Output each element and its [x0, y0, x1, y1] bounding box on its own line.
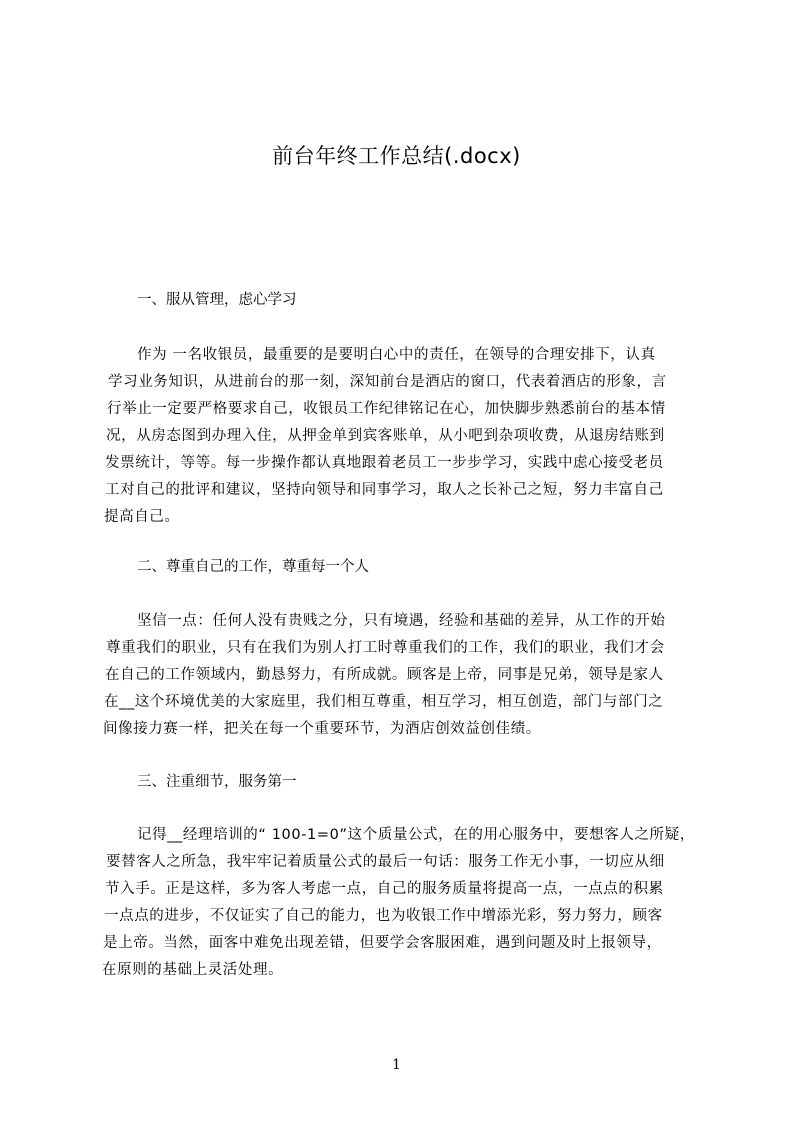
paragraph-line: 作为 一名收银员，最重要的是要明白心中的责任，在领导的合理安排下，认真: [137, 347, 656, 363]
paragraph-line: 间像接力赛一样，把关在每一个重要环节，为酒店创效益创佳绩。: [103, 721, 541, 737]
paragraph-line: 况，从房态图到办理入住，从押金单到宾客账单，从小吧到杂项收费，从退房结账到: [106, 428, 665, 444]
paragraph-line: 行举止一定要严格要求自己，收银员工作纪律铭记在心，加快脚步熟悉前台的基本情: [107, 401, 666, 417]
paragraph-line: 记得__经理培训的“ 100-1=0”这个质量公式，在的用心服务中，要想客人之所疑，: [137, 827, 695, 843]
paragraph-line: 节入手。正是这样，多为客人考虑一点，自己的服务质量将提高一点，一点点的积累: [105, 881, 664, 897]
section-heading-1: 一、服从管理，虑心学习: [137, 292, 297, 308]
paragraph-line: 是上帝。当然，面客中难免出现差错，但要学会客服困难，遇到问题及时上报领导，: [103, 935, 662, 951]
paragraph-line: 学习业务知识，从进前台的那一刻，深知前台是酒店的窗口，代表着酒店的形象，言: [108, 374, 667, 390]
paragraph-line: 在自己的工作领域内，勤恳努力，有所成就。顾客是上帝，同事是兄弟，领导是家人: [105, 667, 664, 683]
paragraph-line: 尊重我们的职业，只有在我们为别人打工时尊重我们的工作，我们的职业，我们才会: [106, 640, 665, 656]
section-heading-3: 三、注重细节，服务第一: [137, 774, 297, 790]
document-title: 前台年终工作总结(.docx): [272, 144, 521, 168]
paragraph-line: 在__这个环境优美的大家庭里，我们相互尊重，相互学习，相互创造，部门与部门之: [104, 694, 664, 710]
paragraph-line: 提高自己。: [104, 509, 180, 525]
paragraph-line: 在原则的基础上灵活处理。: [102, 962, 284, 978]
paragraph-line: 坚信一点：任何人没有贵贱之分，只有境遇，经验和基础的差异，从工作的开始: [137, 613, 666, 629]
paragraph-line: 发票统计，等等。每一步操作都认真地跟着老员工一步步学习，实践中虑心接受老员: [105, 455, 664, 471]
page-number: 1: [392, 1057, 401, 1073]
paragraph-line: 一点点的进步，不仅证实了自己的能力，也为收银工作中增添光彩，努力努力，顾客: [104, 908, 663, 924]
paragraph-line: 要替客人之所急，我牢牢记着质量公式的最后一句话：服务工作无小事，一切应从细: [106, 854, 665, 870]
section-heading-2: 二、尊重自己的工作，尊重每一个人: [137, 559, 369, 575]
paragraph-line: 工对自己的批评和建议，坚持向领导和同事学习，取人之长补己之短，努力丰富自己: [105, 482, 664, 498]
